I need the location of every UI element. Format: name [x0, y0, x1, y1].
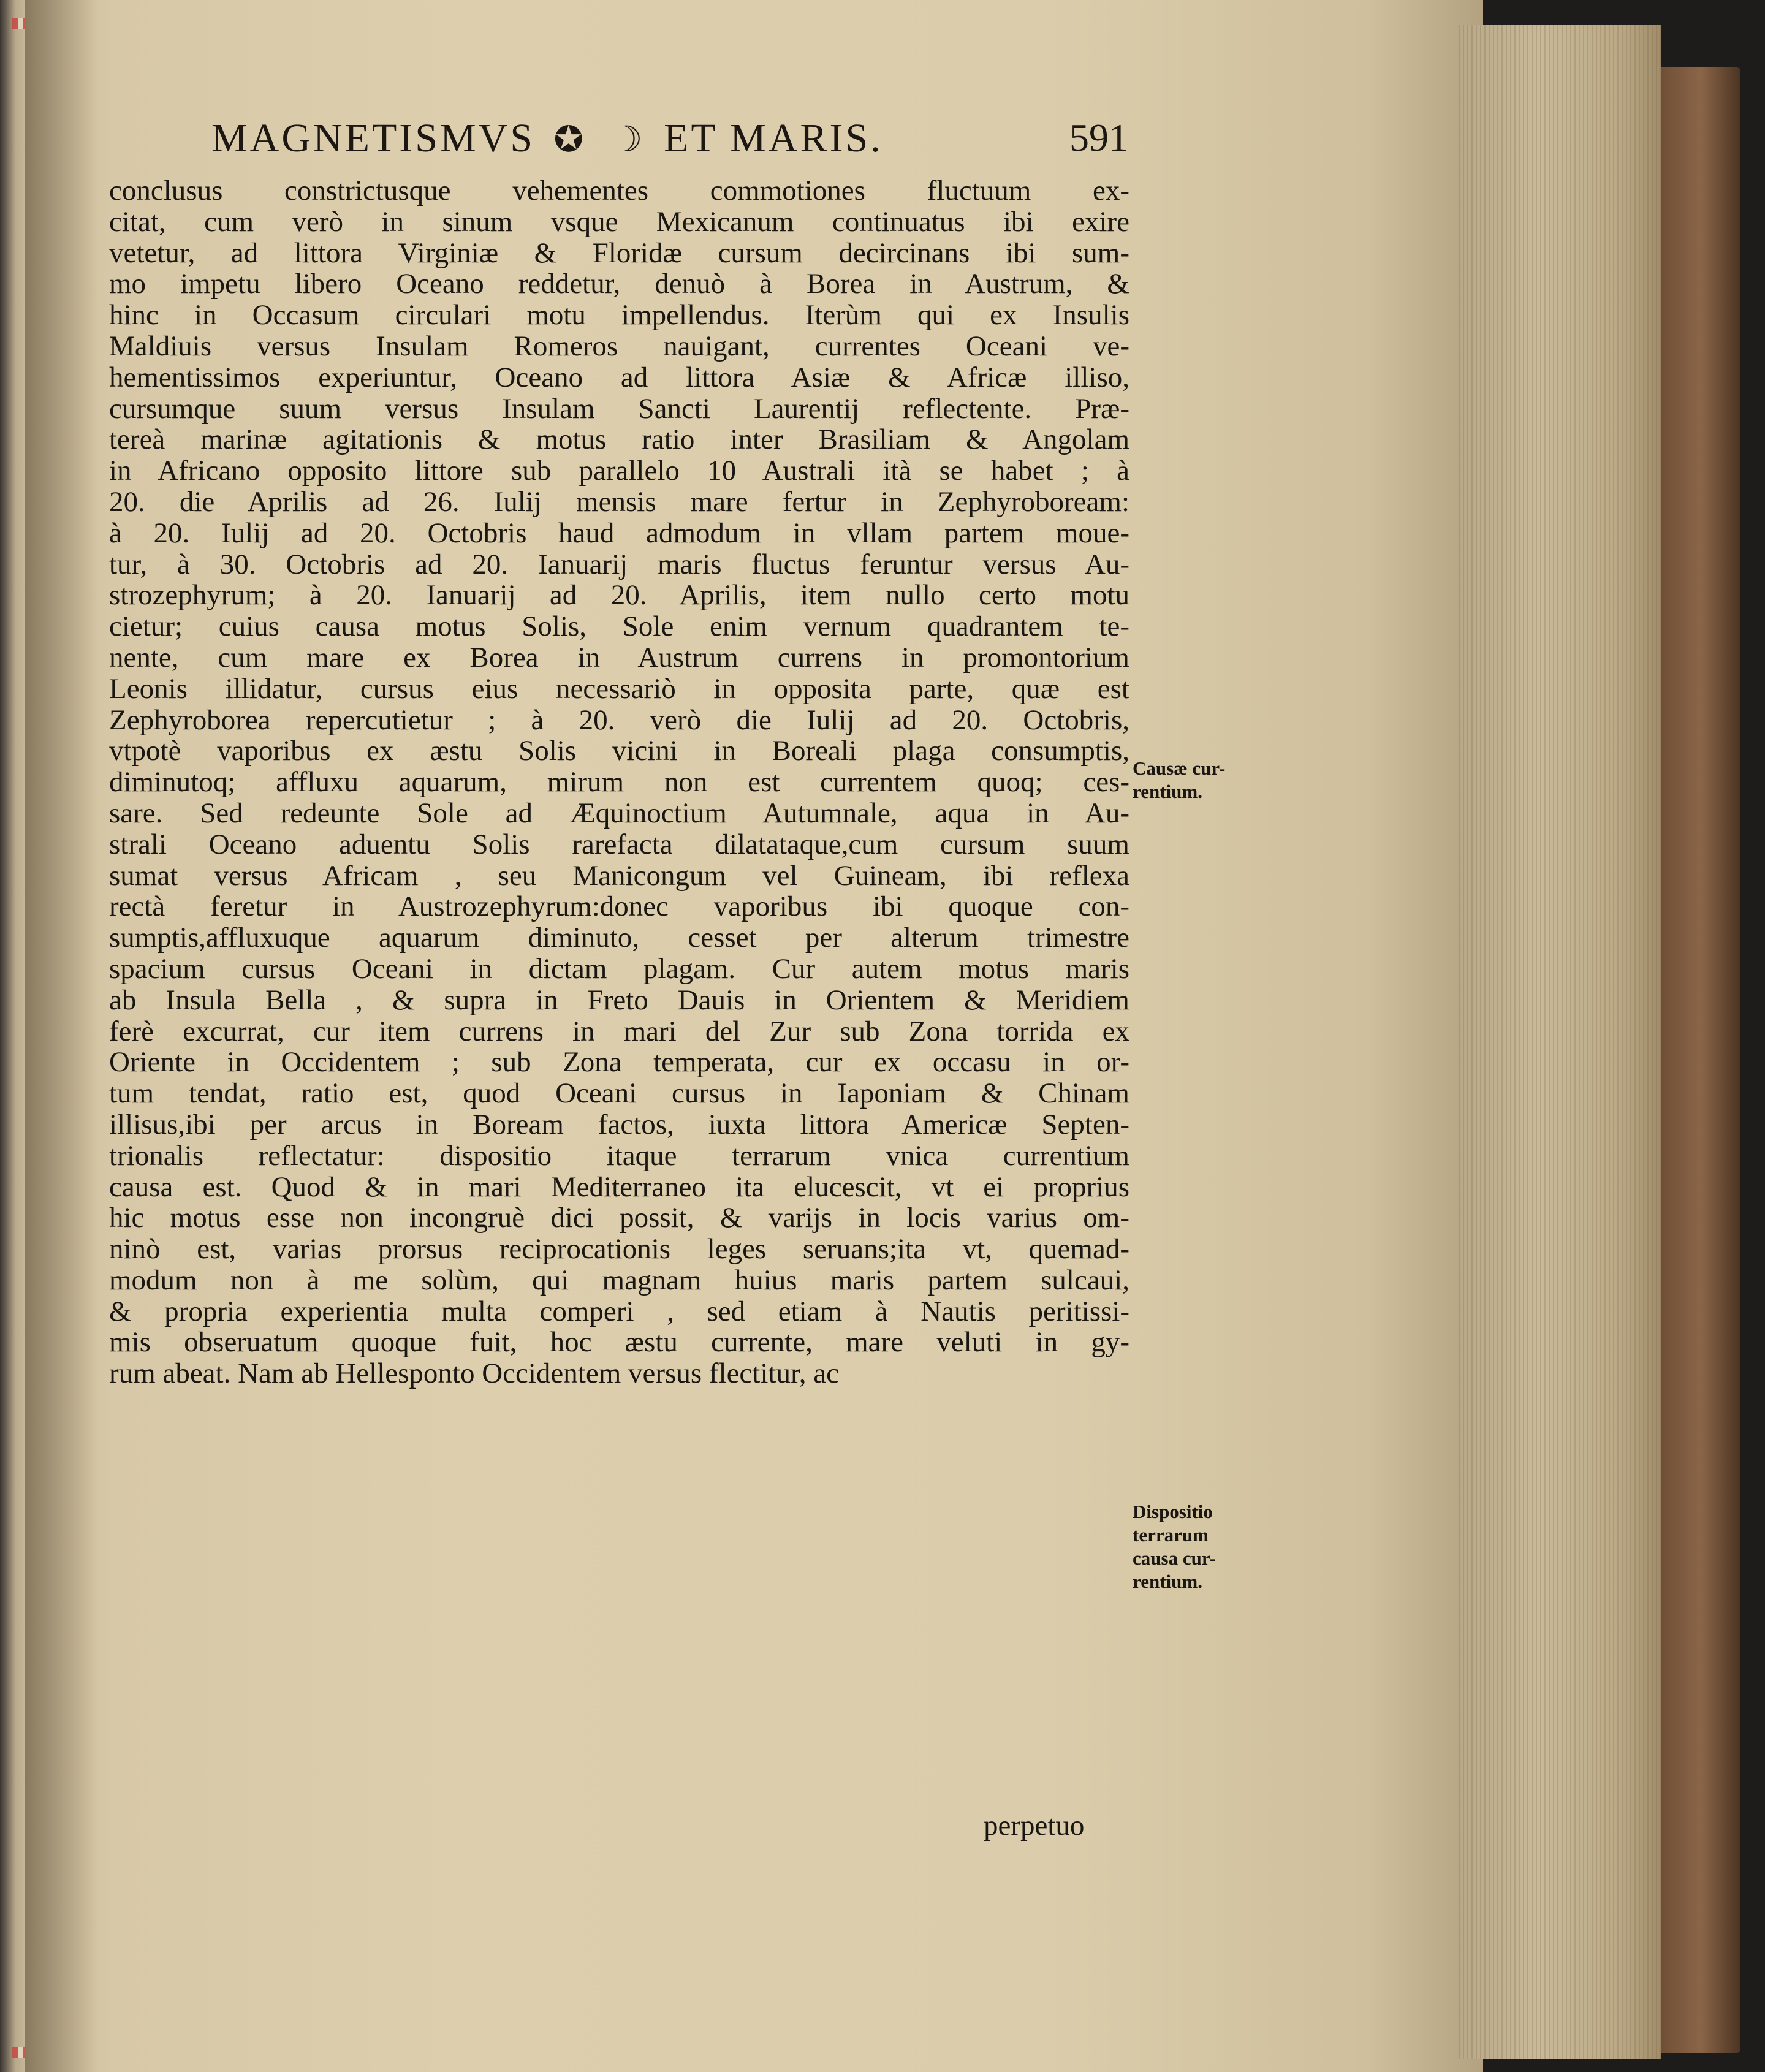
marginal-note-line: Dispositio — [1133, 1501, 1213, 1522]
text-line: mo impetu libero Oceano reddetur, denuò à Borea in Austrum, & — [109, 268, 1129, 300]
text-line: hementissimos experiuntur, Oceano ad littora Asiæ & Africæ illiso, — [109, 361, 1129, 393]
text-line: conclusus constrictusque vehementes commotiones fluctuum ex- — [109, 175, 1129, 207]
text-line: trionalis reflectatur: dispositio itaque terrarum vnica currentium — [109, 1139, 1129, 1172]
body-text — [109, 175, 1129, 1389]
text-line: cietur; cuius causa motus Solis, Sole enim vernum quadrantem te- — [109, 610, 1129, 643]
text-line: in Africano opposito littore sub parallelo 10 Australi ità se habet ; à — [109, 455, 1129, 487]
page-fore-edge — [1459, 25, 1661, 2059]
sun-symbol-icon: ✪ — [553, 120, 586, 159]
marginal-note-causae-currentium — [1133, 757, 1225, 803]
text-line: tereà marinæ agitationis & motus ratio inter Brasiliam & Angolam — [109, 423, 1129, 456]
text-line: sumat versus Africam , seu Manicongum vel Guineam, ibi reflexa — [109, 859, 1129, 892]
text-line: vetetur, ad littora Virginiæ & Floridæ cursum decircinans ibi sum- — [109, 237, 1129, 269]
text-line: illisus,ibi per arcus in Boream factos, iuxta littora Americæ Septen- — [109, 1108, 1129, 1140]
running-head — [211, 115, 883, 162]
text-line: nente, cum mare ex Borea in Austrum currens in promontorium — [109, 641, 1129, 674]
text-line: Maldiuis versus Insulam Romeros nauigant, currentes Oceani ve- — [109, 330, 1129, 362]
running-head-left: MAGNETISMVS — [211, 116, 536, 161]
text-line: à 20. Iulij ad 20. Octobris haud admodum in vllam partem moue- — [109, 517, 1129, 549]
text-line: hinc in Occasum circulari motu impellendus. Iterùm qui ex Insulis — [109, 299, 1129, 332]
text-line: ninò est, varias prorsus reciprocationis leges seruans;ita vt, quemad- — [109, 1233, 1129, 1266]
text-line: & propria experientia multa comperi , sed etiam à Nautis peritissi- — [109, 1295, 1129, 1327]
text-line: diminutoq; affluxu aquarum, mirum non est currentem quoq; ces- — [109, 766, 1129, 799]
moon-symbol-icon: ☽ — [610, 120, 645, 159]
text-line: 20. die Aprilis ad 26. Iulij mensis mare fertur in Zephyroboream: — [109, 485, 1129, 518]
text-line: tur, à 30. Octobris ad 20. Ianuarij maris fluctus feruntur versus Au- — [109, 548, 1129, 580]
text-line: strali Oceano aduentu Solis rarefacta dilatataque,cum cursum suum — [109, 828, 1129, 860]
text-line: rum abeat. Nam ab Hellesponto Occidentem versus flectitur, ac — [109, 1357, 839, 1390]
marginal-note-line: terrarum — [1133, 1524, 1209, 1546]
text-line: strozephyrum; à 20. Ianuarij ad 20. Aprilis, item nullo certo motu — [109, 579, 1129, 612]
marginal-note-dispositio-terrarum — [1133, 1500, 1216, 1593]
text-line: citat, cum verò in sinum vsque Mexicanum continuatus ibi exire — [109, 205, 1129, 238]
marginal-note-line: Causæ cur- — [1133, 757, 1226, 779]
text-line: Oriente in Occidentem ; sub Zona temperata, cur ex occasu in or- — [109, 1046, 1129, 1079]
text-line: ferè excurrat, cur item currens in mari del Zur sub Zona torrida ex — [109, 1015, 1129, 1047]
text-line: hic motus esse non incongruè dici possit, & varijs in locis varius om- — [109, 1202, 1129, 1234]
gutter-shadow — [25, 0, 98, 2072]
text-line: causa est. Quod & in mari Mediterraneo ita elucescit, vt ei proprius — [109, 1171, 1129, 1203]
text-line: vtpotè vaporibus ex æstu Solis vicini in Boreali plaga consumptis, — [109, 735, 1129, 767]
marginal-note-line: rentium. — [1133, 1571, 1202, 1592]
text-line: mis obseruatum quoque fuit, hoc æstu currente, mare veluti in gy- — [109, 1326, 1129, 1359]
text-line: tum tendat, ratio est, quod Oceani cursus in Iaponiam & Chinam — [109, 1077, 1129, 1110]
marginal-note-line: causa cur- — [1133, 1547, 1216, 1569]
running-head-right: ET MARIS. — [664, 116, 883, 161]
book-cover-edge — [1661, 67, 1740, 2053]
page-number: 591 — [1069, 116, 1128, 159]
text-line: rectà feretur in Austrozephyrum:donec vaporibus ibi quoque con- — [109, 890, 1129, 923]
marginal-note-line: rentium. — [1133, 781, 1202, 802]
catchword: perpetuo — [984, 1810, 1085, 1842]
text-line: cursumque suum versus Insulam Sancti Laurentij reflectente. Præ- — [109, 392, 1129, 425]
text-line: sare. Sed redeunte Sole ad Æquinoctium Autumnale, aqua in Au- — [109, 797, 1129, 829]
text-line: Zephyroborea repercutietur ; à 20. verò die Iulij ad 20. Octobris, — [109, 704, 1129, 736]
text-line: sumptis,affluxuque aquarum diminuto, cesset per alterum trimestre — [109, 922, 1129, 954]
text-line: Leonis illidatur, cursus eius necessariò in opposita parte, quæ est — [109, 672, 1129, 705]
text-line: ab Insula Bella , & supra in Freto Dauis in Orientem & Meridiem — [109, 984, 1129, 1016]
text-line: modum non à me solùm, qui magnam huius maris partem sulcaui, — [109, 1264, 1129, 1296]
text-line: spacium cursus Oceani in dictam plagam. Cur autem motus maris — [109, 952, 1129, 985]
